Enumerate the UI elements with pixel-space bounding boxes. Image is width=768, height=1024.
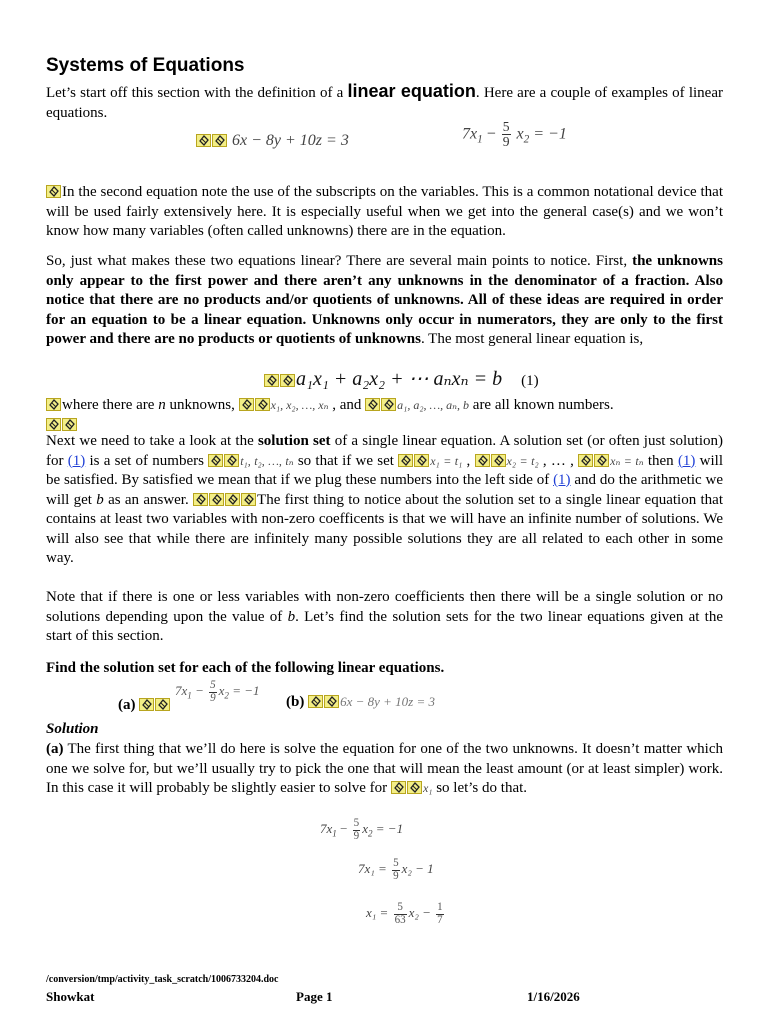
example-part-a: (a) $7x_1$ − $\frac{5}{9}$ $x_2 = -1$ <box>118 679 260 714</box>
footer-author: Showkat <box>46 989 95 1004</box>
anchor-icon[interactable] <box>46 398 61 411</box>
anchor-icon[interactable] <box>209 493 224 506</box>
anchor-icon[interactable] <box>475 454 490 467</box>
anchor-icon[interactable] <box>264 374 279 387</box>
linear-criteria-paragraph: So, just what makes these two equations linear? There are several main points to notice. First, the unknowns only appear to the first power and there aren’t any unknowns in the denominator of a fraction. Also notice that there are no products and/or quotients of unknowns. All of these ideas are required in order for an equation to be a linear equation. Unknowns only occur in numerators, they are only to the first power and there are no products or quotients of unknowns. The most general linear equation is, <box>46 253 723 347</box>
term-linear-equation: linear equation <box>347 81 476 101</box>
intro-text: Let’s start off this section with the definition of a <box>46 85 348 101</box>
anchor-icon[interactable] <box>255 398 270 411</box>
anchor-icon[interactable] <box>391 781 406 794</box>
equation-1-link[interactable]: (1) <box>677 452 696 469</box>
term-solution-set: solution set <box>257 433 331 449</box>
example-equation-1 <box>196 132 349 150</box>
anchor-icon[interactable] <box>225 493 240 506</box>
anchor-icon[interactable] <box>196 134 211 147</box>
example-part-b: (b) 6x − 8y + 10z = 3 <box>286 694 436 710</box>
general-linear-equation: a₁x₁ + a₂x₂ + ⋯ aₙxₙ = b (1) <box>264 366 539 391</box>
anchor-icon[interactable] <box>280 374 295 387</box>
anchor-icon[interactable] <box>324 695 339 708</box>
solution-step-1: $7x_1$ − $\frac{5}{9}$ $x_2 = -1$ <box>320 817 404 842</box>
linear-criteria-bold: the unknowns only appear to the first power and there aren’t any unknowns in the denominator of a fraction. Also notice that there are no products and/or quotients of unknowns. All of these ideas are required in order for an equation to be a linear equation. Unknowns only occur in numerators, they are only to the first power and there are no products or quotients of unknowns <box>46 253 723 347</box>
anchor-icon[interactable] <box>46 418 61 431</box>
footer-page-number: Page 1 <box>296 989 333 1004</box>
equation-1-link[interactable]: (1) <box>67 452 86 469</box>
anchor-icon[interactable] <box>62 418 77 431</box>
fraction-5-9: $\frac{5}{9}$ <box>502 119 510 150</box>
anchor-icon[interactable] <box>365 398 380 411</box>
example-equation-2: $7x_1$ − $\frac{5}{9}$ $x_2 = -1$ <box>462 119 567 150</box>
solution-label: Solution <box>46 721 99 737</box>
anchor-icon[interactable] <box>212 134 227 147</box>
anchor-icon[interactable] <box>308 695 323 708</box>
solution-step-2: 7x₁ = $\frac{5}{9}$ x₂ − 1 <box>358 857 434 882</box>
anchor-icon[interactable] <box>491 454 506 467</box>
anchor-icon[interactable] <box>239 398 254 411</box>
anchor-icon[interactable] <box>381 398 396 411</box>
equation-number: (1) <box>521 373 539 389</box>
page-title: Systems of Equations <box>46 55 245 76</box>
subscripts-paragraph: In the second equation note the use of the subscripts on the variables. This is a common notational device that will be used fairly extensively here. It is especially useful when we get into the general case(s) and we won’t know how many variables (often called unknowns) there are in the equation. <box>46 184 723 239</box>
solution-step-3: x₁ = $\frac{5}{63}$ x₂ − $\frac{1}{7}$ <box>366 901 443 926</box>
anchor-icon[interactable] <box>578 454 593 467</box>
where-paragraph: where there are n unknowns, x₁, x₂, …, xₙ , and a₁, a₂, …, aₙ, b are all known numbers. <box>46 396 723 435</box>
anchor-icon[interactable] <box>594 454 609 467</box>
eq2-rhs: = −1 <box>533 125 567 143</box>
example-heading: Find the solution set for each of the following linear equations. <box>46 660 445 676</box>
solution-set-paragraph: Next we need to take a look at the solution set of a single linear equation. A solution set (or often just solution) for (1) is a set of numbers t₁, t₂, …, tₙ so that if we set x₁ = t₁ , x₂ = t₂ , … , xₙ = tₙ then (1) will be satisfied. By satisfied we mean that if we plug these numbers into the left side of (1) and do the arithmetic we will get b as an answer. The first thing to notice about the solution set to a single linear equation that contains at least two variables with non-zero coefficents is that we will have an infinite number of solutions. We will also see that while there are infinitely many possible solutions they are all related to each other in some way. <box>46 433 724 566</box>
anchor-icon[interactable] <box>46 185 61 198</box>
anchor-icon[interactable] <box>407 781 422 794</box>
anchor-icon[interactable] <box>241 493 256 506</box>
anchor-icon[interactable] <box>208 454 223 467</box>
solution-a-paragraph: (a) The first thing that we’ll do here is solve the equation for one of the two unknowns. It doesn’t matter which one we solve for, but we’ll usually try to pick the one that will mean the least amount (or at least simpler) work. In this case it will probably be slightly easier to solve for x₁ so let’s do that. <box>46 741 723 796</box>
footer-file-path: /conversion/tmp/activity_task_scratch/1006733204.doc <box>46 974 279 985</box>
equation-1-link[interactable]: (1) <box>553 472 571 488</box>
footer-date: 1/16/2026 <box>527 989 580 1004</box>
intro-paragraph <box>46 82 723 123</box>
anchor-icon[interactable] <box>155 698 170 711</box>
eq2-lhs: 7x <box>462 125 478 143</box>
anchor-icon[interactable] <box>414 454 429 467</box>
intro-text-end: . Here are a couple of examples of linear equations. <box>46 85 723 121</box>
anchor-icon[interactable] <box>139 698 154 711</box>
anchor-icon[interactable] <box>224 454 239 467</box>
single-solution-paragraph: Note that if there is one or less variables with non-zero coefficients then there will be a single solution or no solutions depending upon the value of b. Let’s find the solution sets for the two linear equations given at the start of this section. <box>46 589 723 644</box>
anchor-icon[interactable] <box>193 493 208 506</box>
anchor-icon[interactable] <box>398 454 413 467</box>
equation-6x-8y-10z: 6x − 8y + 10z = 3 <box>232 132 349 149</box>
